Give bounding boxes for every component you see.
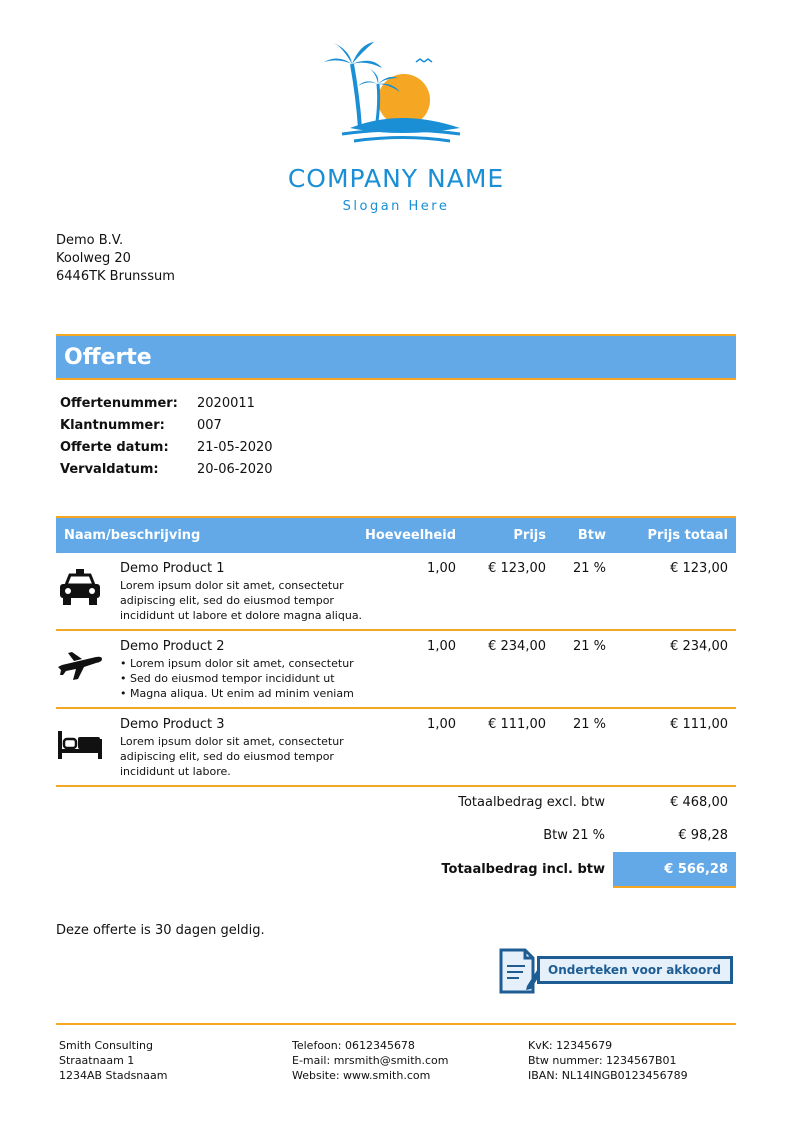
sign-button-label: Onderteken voor akkoord bbox=[548, 963, 721, 977]
desc-line: adipiscing elit, sed do eiusmod tempor bbox=[120, 594, 334, 607]
item-vat: 21 % bbox=[572, 561, 606, 576]
table-row bbox=[56, 709, 736, 787]
footer-line: Straatnaam 1 bbox=[59, 1054, 135, 1067]
meta-value: 007 bbox=[197, 418, 222, 433]
footer-contact bbox=[292, 1038, 449, 1083]
total-incl-value: € 566,28 bbox=[664, 862, 728, 877]
header-price: Prijs bbox=[513, 528, 546, 543]
item-description bbox=[120, 734, 380, 779]
desc-line: • Sed do eiusmod tempor incididunt ut bbox=[120, 672, 335, 685]
table-row bbox=[56, 553, 736, 631]
item-price: € 111,00 bbox=[488, 717, 546, 732]
vat-value: € 98,28 bbox=[678, 828, 728, 843]
item-description bbox=[120, 656, 380, 701]
item-total: € 234,00 bbox=[670, 639, 728, 654]
item-total: € 111,00 bbox=[670, 717, 728, 732]
validity-note: Deze offerte is 30 dagen geldig. bbox=[56, 923, 265, 938]
document-title: Offerte bbox=[64, 345, 152, 370]
desc-line: adipiscing elit, sed do eiusmod tempor bbox=[120, 750, 334, 763]
total-excl-label: Totaalbedrag excl. btw bbox=[458, 795, 605, 810]
desc-line: incididunt ut labore. bbox=[120, 765, 231, 778]
meta-value: 21-05-2020 bbox=[197, 440, 273, 455]
item-name: Demo Product 2 bbox=[120, 639, 225, 654]
total-incl-label: Totaalbedrag incl. btw bbox=[441, 862, 605, 877]
item-name: Demo Product 3 bbox=[120, 717, 225, 732]
item-vat: 21 % bbox=[572, 639, 606, 654]
header-quantity: Hoeveelheid bbox=[364, 528, 456, 543]
company-name: COMPANY NAME bbox=[287, 164, 505, 193]
item-quantity: 1,00 bbox=[427, 561, 456, 576]
recipient-street: Koolweg 20 bbox=[56, 251, 131, 266]
meta-value: 20-06-2020 bbox=[197, 462, 273, 477]
footer-line: Smith Consulting bbox=[59, 1039, 153, 1052]
meta-label: Offerte datum: bbox=[60, 440, 169, 455]
bed-icon bbox=[56, 723, 104, 763]
item-total: € 123,00 bbox=[670, 561, 728, 576]
quote-meta bbox=[60, 396, 273, 484]
item-quantity: 1,00 bbox=[427, 717, 456, 732]
desc-line: Lorem ipsum dolor sit amet, consectetur bbox=[120, 579, 344, 592]
airplane-icon bbox=[56, 645, 104, 685]
footer-line: 1234AB Stadsnaam bbox=[59, 1069, 168, 1082]
recipient-name: Demo B.V. bbox=[56, 233, 124, 248]
sign-button-frame[interactable] bbox=[537, 956, 733, 984]
footer-line: Btw nummer: 1234567B01 bbox=[528, 1054, 677, 1067]
total-excl-value: € 468,00 bbox=[670, 795, 728, 810]
header-vat: Btw bbox=[577, 528, 606, 543]
vat-label: Btw 21 % bbox=[543, 828, 605, 843]
header-total: Prijs totaal bbox=[647, 528, 728, 543]
item-description bbox=[120, 578, 380, 623]
desc-line: • Magna aliqua. Ut enim ad minim veniam bbox=[120, 687, 354, 700]
footer-registration bbox=[528, 1038, 688, 1083]
total-incl-box bbox=[613, 852, 736, 888]
document-title-bar bbox=[56, 334, 736, 380]
sign-approve-button[interactable] bbox=[497, 944, 735, 996]
company-slogan: Slogan Here bbox=[342, 199, 450, 214]
desc-line: • Lorem ipsum dolor sit amet, consectetur bbox=[120, 657, 354, 670]
item-name: Demo Product 1 bbox=[120, 561, 225, 576]
item-price: € 234,00 bbox=[488, 639, 546, 654]
desc-line: incididunt ut labore et dolore magna aliqua. bbox=[120, 609, 363, 622]
desc-line: Lorem ipsum dolor sit amet, consectetur bbox=[120, 735, 344, 748]
recipient-city: 6446TK Brunssum bbox=[56, 269, 175, 284]
footer-line: KvK: 12345679 bbox=[528, 1039, 613, 1052]
footer-line: IBAN: NL14INGB0123456789 bbox=[528, 1069, 688, 1082]
item-vat: 21 % bbox=[572, 717, 606, 732]
meta-label: Klantnummer: bbox=[60, 418, 165, 433]
meta-label: Offertenummer: bbox=[60, 396, 178, 411]
meta-label: Vervaldatum: bbox=[60, 462, 159, 477]
footer-line: Telefoon: 0612345678 bbox=[292, 1039, 415, 1052]
taxi-icon bbox=[56, 567, 104, 607]
footer-line: E-mail: mrsmith@smith.com bbox=[292, 1054, 449, 1067]
item-quantity: 1,00 bbox=[427, 639, 456, 654]
table-header bbox=[56, 516, 736, 553]
recipient-address bbox=[56, 232, 175, 286]
header-description: Naam/beschrijving bbox=[64, 528, 201, 543]
table-row bbox=[56, 631, 736, 709]
footer-line: Website: www.smith.com bbox=[292, 1069, 431, 1082]
footer-divider bbox=[56, 1023, 736, 1025]
footer-company bbox=[59, 1038, 167, 1083]
item-price: € 123,00 bbox=[488, 561, 546, 576]
company-logo bbox=[320, 38, 472, 144]
meta-value: 2020011 bbox=[197, 396, 255, 411]
